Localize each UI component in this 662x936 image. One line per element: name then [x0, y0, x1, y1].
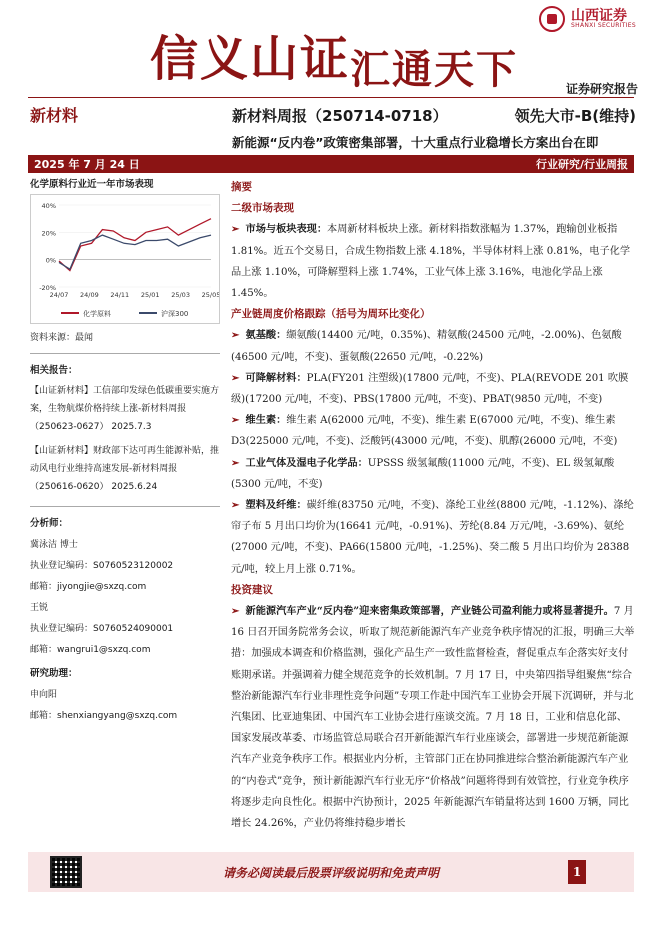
bullet-arrow-icon: ➢	[231, 371, 240, 384]
analyst-id: 执业登记编码：S0760524090001	[30, 624, 174, 634]
degrade-paragraph: ➢ 可降解材料：PLA(FY201 注塑级)(17800 元/吨，不变)、PLA(REVODE 201 吹膜级)(17200 元/吨，不变)、PBS(17800 元/吨，不变)、PBAT(9850 元/吨，不变)	[231, 371, 629, 406]
company-logo	[539, 6, 636, 32]
x-tick-label: 25/03	[171, 291, 190, 299]
bullet-arrow-icon: ➢	[231, 329, 240, 342]
main-content	[231, 177, 635, 834]
market-section-title: 二级市场表现	[231, 202, 294, 215]
analyst-email[interactable]: 邮箱：wangrui1@sxzq.com	[30, 645, 151, 655]
logo-en: SHANXI SECURITIES	[571, 22, 636, 29]
assistant-name: 申向阳	[30, 690, 58, 700]
invest-paragraph: ➢ 新能源汽车产业“反内卷”迎来密集政策部署，产业链公司盈利能力或将显著提升。7 月 16 日召开国务院常务会议，听取了规范新能源汽车产业竞争秩序情况的汇报，明确三大举措：加强成本调查和价格监测，强化产品生产一致性监督检查，督促重点车企落实好支付账期承诺。并强调着力健全规范竞争的长效机制。7 月 17 日，中央第四指导组聚焦“综合整治新能源汽车行业非理性竞争问题”专项工作赴中国汽车工业协会开展下沉调研，并与北汽集团、比亚迪集团、中国汽车工业协会进行座谈交流。7 月 18 日，工业和信息化部、国家发展改革委、市场监管总局联合召开新能源汽车行业座谈会，部署进一步规范新能源汽车产业竞争秩序工作。根据业内分析，主管部门正在协同推进综合整治新能源汽车产业的“内卷式”竞争，预计新能源汽车行业无序“价格战”问题将得到有效管控，行业竞争秩序将逐步走向良性化。根据中汽协预计，2025 年新能源汽车销量将达到 1600 万辆，同比增长 24.26%，产业仍将维持稳步增长	[231, 605, 635, 830]
x-tick-label: 24/11	[110, 291, 130, 299]
rating: 领先大市-B(维持)	[514, 107, 636, 125]
gas-paragraph: ➢ 工业气体及湿电子化学品：UPSSS 级氢氟酸(11000 元/吨，不变)、EL 级氢氟酸(5300 元/吨，不变)	[231, 456, 615, 490]
y-tick-label: 20%	[41, 229, 56, 238]
brand-slogan-part1: 信义山证	[150, 31, 351, 87]
headline: 新能源“反内卷”政策密集部署，十大重点行业稳增长方案出台在即	[232, 135, 599, 150]
bullet-arrow-icon: ➢	[231, 499, 240, 512]
vitamin-paragraph: ➢ 维生素：维生素 A(62000 元/吨，不变)、维生素 E(67000 元/吨，不变)、维生素 D3(225000 元/吨，不变)、泛酸钙(43000 元/吨，不变)、肌醇(26000 元/吨，不变)	[231, 414, 618, 448]
date-band	[28, 155, 634, 173]
chart-source: 资料来源：最闻	[30, 333, 94, 343]
market-paragraph: ➢ 市场与板块表现：本周新材料板块上涨。新材料指数涨幅为 1.37%，跑输创业板指 1.81%。近五个交易日，合成生物指数上涨 4.18%，半导体材料上涨 0.81%，电子化学品上涨 1.10%，可降解塑料上涨 1.74%，工业气体上涨 3.16%，电池化学品上涨 1.45%。	[231, 223, 631, 300]
y-tick-label: -20%	[39, 284, 56, 292]
related-report-link[interactable]: 【山证新材料】工信部印发绿色低碳重要实施方案，生物航煤价格持续上涨-新材料周报（250623-0627） 2025.7.3	[30, 386, 220, 432]
logo-icon	[539, 6, 565, 32]
brand-slogan-part2: 汇通天下	[350, 47, 519, 93]
analyst-name: 王锐	[30, 603, 49, 613]
chain-section-title: 产业链周度价格跟踪（括号为周环比变化）	[231, 308, 431, 321]
assistant-list	[30, 685, 220, 727]
analyst-id: 执业登记编码：S0760523120002	[30, 561, 174, 571]
legend-label: 化学原料	[83, 310, 111, 318]
divider	[30, 506, 220, 507]
disclaimer[interactable]: 请务必阅读最后股票评级说明和免责声明	[222, 866, 439, 880]
report-title: 新材料周报（250714-0718）	[232, 107, 448, 125]
legend-label: 沪深300	[161, 310, 189, 318]
bullet-arrow-icon: ➢	[231, 456, 240, 469]
summary-title: 摘要	[231, 181, 252, 193]
x-tick-label: 24/07	[49, 291, 69, 299]
sector-label: 新材料	[30, 106, 79, 125]
bullet-arrow-icon: ➢	[231, 414, 240, 427]
analyst-title: 分析师：	[30, 518, 69, 529]
analyst-list	[30, 535, 220, 661]
sidebar	[30, 176, 220, 727]
report-category: 行业研究/行业周报	[535, 158, 628, 171]
page-number: 1	[568, 860, 586, 884]
analyst-email[interactable]: 邮箱：jiyongjie@sxzq.com	[30, 582, 147, 592]
chart-svg	[31, 195, 219, 323]
analyst-name: 冀泳洁 博士	[30, 540, 78, 550]
assistant-email[interactable]: 邮箱：shenxiangyang@sxzq.com	[30, 711, 178, 721]
divider	[28, 97, 634, 98]
logo-cn: 山西证券	[571, 8, 628, 24]
y-tick-label: 0%	[45, 256, 56, 265]
x-tick-label: 25/05	[201, 291, 219, 299]
fiber-paragraph: ➢ 塑料及纤维：碳纤维(83750 元/吨，不变)、涤纶工业丝(8800 元/吨，-1.12%)、涤纶帘子布 5 月出口均价为(16641 元/吨，-0.91%)、芳纶(8.84 万元/吨，-3.69%)、氨纶(27000 元/吨，不变)、PA66(15800 元/吨，-1.25%)、癸二酸 5 月出口均价为 28388 元/吨，较上月上涨 0.71%。	[231, 499, 634, 575]
brand-slogan	[150, 20, 519, 93]
report-type: 证券研究报告	[565, 82, 638, 96]
related-report-link[interactable]: 【山证新材料】财政部下达可再生能源补贴，推动风电行业维持高速发展-新材料周报（250616-0620） 2025.6.24	[30, 446, 220, 492]
related-title: 相关报告：	[30, 365, 78, 376]
invest-section-title: 投资建议	[231, 583, 273, 596]
assistant-title: 研究助理：	[30, 668, 78, 679]
x-tick-label: 24/09	[80, 291, 99, 299]
x-tick-label: 25/01	[140, 291, 160, 299]
market-chart	[30, 194, 220, 324]
chart-title: 化学原料行业近一年市场表现	[30, 179, 154, 190]
amino-paragraph: ➢ 氨基酸：缬氨酸(14400 元/吨，0.35%)、精氨酸(24500 元/吨，-2.00%)、色氨酸(46500 元/吨，不变)、蛋氨酸(22650 元/吨，-0.22%)	[231, 329, 622, 363]
divider	[30, 353, 220, 354]
y-tick-label: 40%	[41, 202, 56, 210]
bullet-arrow-icon: ➢	[231, 223, 240, 236]
report-date: 2025 年 7 月 24 日	[34, 158, 140, 171]
bullet-arrow-icon: ➢	[231, 605, 240, 618]
related-reports	[30, 382, 220, 496]
